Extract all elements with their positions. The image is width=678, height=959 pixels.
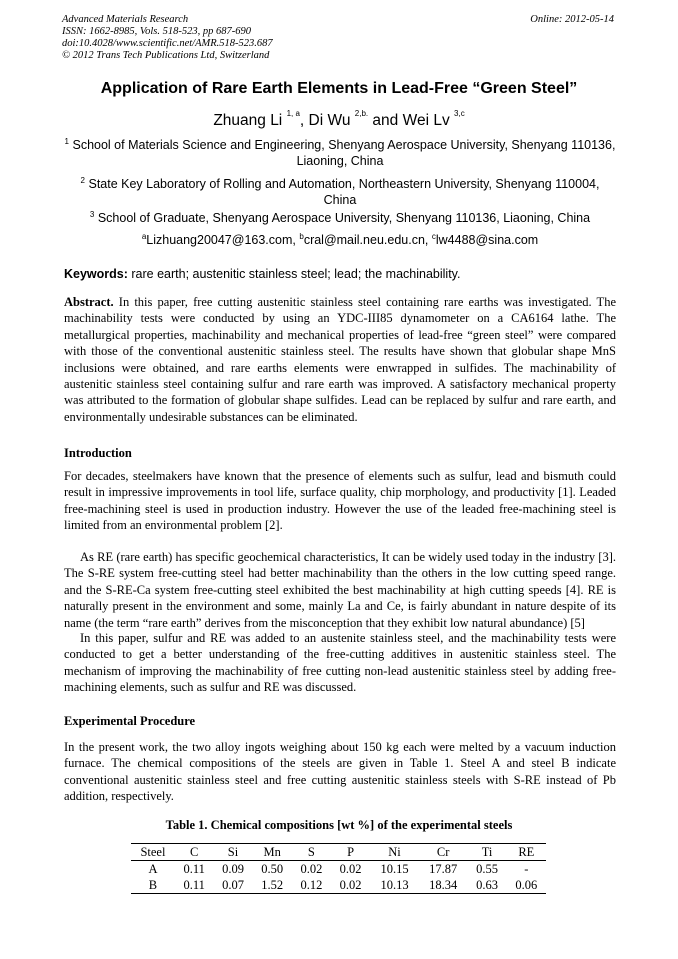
affiliation-text: School of Materials Science and Engineering, Shenyang Aerospace University, Shenyang 110136, Liaoning, China (72, 138, 616, 168)
table-cell: 0.11 (183, 878, 205, 892)
author-name: Di Wu (308, 112, 351, 129)
author-separator: and (368, 112, 403, 129)
email-sup: c (431, 232, 436, 241)
affiliation-text: State Key Laboratory of Rolling and Automation, Northeastern University, Shenyang 110004, China (88, 177, 600, 207)
journal-name: Advanced Materials Research (62, 14, 189, 25)
journal-header (62, 14, 273, 62)
email-address[interactable]: Lizhuang20047@163.com (146, 233, 293, 247)
author-sup: 2,b. (354, 109, 369, 118)
copyright-line: © 2012 Trans Tech Publications Ltd, Switzerland (62, 50, 270, 61)
email-address[interactable]: cral@mail.neu.edu.cn (303, 233, 425, 247)
table-cell: 0.02 (339, 862, 362, 876)
email-separator: , (292, 233, 300, 247)
author-sup: 3,c (454, 109, 465, 118)
introduction-heading: Introduction (64, 446, 132, 460)
table-header: C (190, 845, 199, 859)
table-cell: 0.11 (183, 862, 205, 876)
table-cell: - (524, 862, 529, 876)
table-header-row (131, 844, 546, 861)
table-cell: A (148, 862, 158, 876)
email-sup: a (141, 232, 147, 241)
table-cell: 17.87 (429, 862, 458, 876)
table-header: Ni (388, 845, 401, 859)
composition-table (131, 843, 546, 894)
table-cell: 10.15 (380, 862, 409, 876)
table-header: P (347, 845, 355, 859)
affiliation-number: 2 (80, 176, 85, 185)
table-cell: 18.34 (429, 878, 458, 892)
affiliation-number: 3 (89, 210, 95, 219)
experimental-paragraph: In the present work, the two alloy ingots weighing about 150 kg each were melted by a vacuum induction furnace. The chemical compositions of the steels are given in Table 1. Steel A and steel B indicate conventional austenitic stainless steel and free cutting austenitic stainless steels with S-RE instead of Pb addition, respectively. (64, 740, 616, 804)
author-name: Wei Lv (402, 112, 450, 129)
author-name: Zhuang Li (213, 112, 283, 129)
affiliation-2 (64, 176, 616, 208)
email-line (64, 232, 616, 248)
table-header: S (307, 845, 315, 859)
experimental-heading: Experimental Procedure (64, 714, 196, 728)
table-cell: 0.09 (222, 862, 244, 876)
table-header: Mn (263, 845, 281, 859)
table-cell: 0.07 (222, 878, 244, 892)
keywords (64, 267, 616, 281)
affiliation-3 (64, 210, 616, 226)
table-cell: 0.50 (261, 862, 284, 876)
table-cell: 0.55 (476, 862, 499, 876)
table-cell: 0.12 (300, 878, 323, 892)
author-sup: 1, a (286, 109, 300, 118)
abstract-text: In this paper, free cutting austenitic stainless steel containing rare earths was investigated. The machinability tests were conducted by using an YDC-III85 dynamometer on a CA6164 lathe. The metallurgical properties, machinability and mechanical properties of lead-free “green steel” were compared with those of the conventional austenitic stainless steel. The results have shown that globular shape MnS inclusions were obtained, and rare earths elements were enwrapped in sulfides. The machinability of austenitic stainless steel containing sulfur and rare earth was improved. A satisfactory mechanical property was attributed to the formation of globular shape sulfides. Lead can be replaced by sulfur and rare earth, and environmentally undesirable substances can be eliminated. (64, 295, 616, 424)
table-cell: 0.02 (339, 878, 362, 892)
table-cell: 10.13 (380, 878, 409, 892)
table-header: Steel (140, 845, 166, 859)
intro-paragraph-2: As RE (rare earth) has specific geochemical characteristics, It can be widely used today in the industry [3]. The S-RE system free-cutting steel had better machinability than the others in the low cutting speed range. and the S-RE-Ca system free-cutting steel exhibited the best machinability at high cutting speeds [4]. RE is naturally present in the environment and some, mainly La and Ce, is fairly abundant in nature despite of its name (the term “rare earth” derives from the misconception that they exhibit low natural abundance) [5] (64, 550, 616, 630)
keywords-label: Keywords: (64, 267, 128, 281)
affiliation-text: School of Graduate, Shenyang Aerospace University, Shenyang 110136, Liaoning, China (97, 211, 591, 225)
author-separator: , (299, 112, 309, 129)
table-header: Cr (436, 845, 450, 859)
table-cell: 1.52 (261, 878, 284, 892)
table-row (131, 877, 546, 894)
email-address[interactable]: lw4488@sina.com (435, 233, 539, 247)
intro-paragraph-3: In this paper, sulfur and RE was added to an austenite stainless steel, and the machinability tests were conducted to get a better understanding of the free-cutting additives in austenitic stainless steel. The mechanism of improving the machinability of free cutting non-lead austenitic stainless steel by adding free-machining elements, such as sulfur and RE was discussed. (64, 631, 616, 695)
affiliation-number: 1 (64, 137, 69, 146)
table-header: Si (227, 845, 239, 859)
keywords-text: rare earth; austenitic stainless steel; lead; the machinability. (127, 267, 461, 281)
table-cell: 0.06 (515, 878, 538, 892)
table-caption: Table 1. Chemical compositions [wt %] of the experimental steels (165, 818, 513, 832)
issn-line: ISSN: 1662-8985, Vols. 518-523, pp 687-690 (62, 26, 251, 37)
table-cell: 0.02 (300, 862, 323, 876)
email-separator: , (424, 233, 432, 247)
abstract (64, 294, 616, 425)
table-cell: B (148, 878, 158, 892)
table-header: Ti (481, 845, 493, 859)
table-cell: 0.63 (476, 878, 499, 892)
online-date: Online: 2012-05-14 (530, 14, 614, 25)
paper-title: Application of Rare Earth Elements in Lead-Free “Green Steel” (100, 80, 578, 97)
table-header: RE (518, 845, 535, 859)
author-line (0, 109, 678, 130)
email-sup: b (299, 232, 304, 241)
table-row (131, 861, 546, 878)
abstract-label: Abstract. (64, 295, 114, 309)
intro-paragraph-1: For decades, steelmakers have known that the presence of elements such as sulfur, lead and bismuth could result in impressive improvements in tool life, surface quality, chip morphology, and productivity [1]. Leaded free-machining steel is used in production industry. However the use of the leaded free-machining steel is limited from an environmental problem [2]. (64, 469, 616, 533)
doi-line: doi:10.4028/www.scientific.net/AMR.518-523.687 (62, 38, 273, 49)
affiliation-1 (64, 137, 616, 169)
